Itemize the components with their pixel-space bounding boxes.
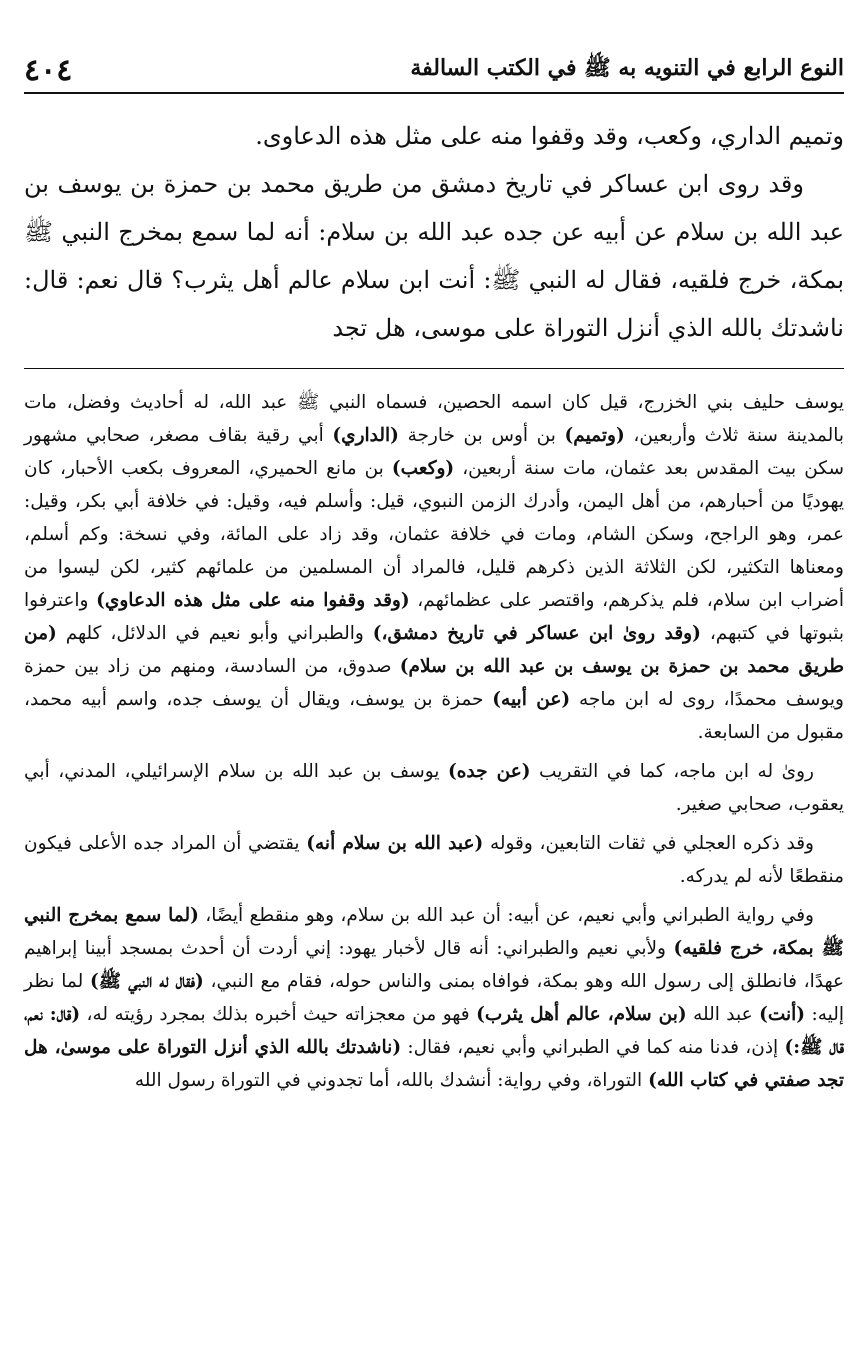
running-title: النوع الرابع في التنويه به ﷺ في الكتب السالفة <box>410 55 844 81</box>
quoted-phrase: (وكعب) <box>391 458 455 479</box>
quoted-phrase: (ناشدتك بالله الذي أنزل التوراة على موسىٰ، هل تجد صفتي في كتاب الله) <box>24 1037 844 1091</box>
commentary-text: يقتضي أن المراد جده الأعلى فيكون منقطعًا لأنه لم يدركه. <box>24 833 844 887</box>
commentary-text: أبي رقية بقاف مصغر، صحابي مشهور سكن بيت المقدس بعد عثمان، مات سنة أربعين، <box>24 425 844 479</box>
quoted-phrase: (من طريق محمد بن حمزة بن يوسف بن عبد الله بن سلام) <box>24 623 844 677</box>
page-header <box>24 48 844 94</box>
quoted-phrase: (عن أبيه) <box>492 689 571 710</box>
commentary-text: لما نظر إليه: <box>24 971 844 1025</box>
commentary-text: روىٰ له ابن ماجه، كما في التقريب <box>539 761 814 782</box>
commentary-text: إذن، فدنا منه كما في الطبراني وأبي نعيم، فقال: <box>407 1037 779 1058</box>
commentary-text: التوراة، وفي رواية: أنشدك بالله، أما تجدوني في التوراة رسول الله <box>134 1070 643 1091</box>
commentary <box>24 386 844 1103</box>
quoted-phrase: (وتميم) <box>564 425 625 446</box>
commentary-text: عبد الله <box>693 1004 753 1025</box>
commentary-text: وقد ذكره العجلي في ثقات التابعين، وقوله <box>489 833 814 854</box>
main-paragraph: وتميم الداري، وكعب، وقد وقفوا منه على مثل هذه الدعاوى. <box>255 122 844 150</box>
quoted-phrase: (قال: نعم، قال ﷺ:) <box>24 1004 844 1058</box>
quoted-phrase: (عن جده) <box>447 761 531 782</box>
quoted-phrase: (وقد وقفوا منه على مثل هذه الدعاوي) <box>96 590 410 611</box>
commentary-text: بن أوس بن خارجة <box>407 425 556 446</box>
quoted-phrase: (فقال له النبي ﷺ) <box>89 971 204 992</box>
quoted-phrase: (الداري) <box>332 425 399 446</box>
main-text <box>24 112 844 352</box>
commentary-text: واعترفوا بثبوتها في كتبهم، <box>24 590 844 644</box>
quoted-phrase: (وقد روىٰ ابن عساكر في تاريخ دمشق،) <box>372 623 701 644</box>
quoted-phrase: (بن سلام، عالم أهل يثرب) <box>476 1004 687 1025</box>
commentary-text: بن مانع الحميري، المعروف بكعب الأحبار، كان يهوديًا من أحبارهم، من أهل اليمن، وأدرك الزمن النبوي، قيل: وأسلم فيه، وقيل: في خلافة أبي بكر، وقيل: عمر، وهو الراجح، وسكن الشام، ومات في خلافة عثمان، وقد زاد على المائة، وفي نسخة: وكم أسلم، ومعناها التكثير، لكن الثلاثة الذين ذكرهم قليل، فالمراد أن المسلمين من علمائهم كثير، لكن ليسوا من أضراب ابن سلام، فلم يذكرهم، واقتصر على عظمائهم، <box>24 458 844 611</box>
commentary-paragraph <box>24 827 844 893</box>
commentary-paragraph <box>24 755 844 821</box>
commentary-text: يوسف حليف بني الخزرج، قيل كان اسمه الحصين، فسماه النبي ﷺ عبد الله، له أحاديث وفضل، مات بالمدينة سنة ثلاث وأربعين، <box>24 392 844 446</box>
footnote-divider <box>24 368 844 369</box>
main-paragraph: وقد روى ابن عساكر في تاريخ دمشق من طريق محمد بن حمزة بن يوسف بن عبد الله بن سلام عن أبيه عن جده عبد الله بن سلام: أنه لما سمع بمخرج النبي ﷺ بمكة، خرج فلقيه، فقال له النبي ﷺ: أنت ابن سلام عالم أهل يثرب؟ قال نعم: قال: ناشدتك بالله الذي أنزل التوراة على موسى، هل تجد <box>24 170 844 342</box>
commentary-text: وفي رواية الطبراني وأبي نعيم، عن أبيه: أن عبد الله بن سلام، وهو منقطع أيضًا، <box>205 905 814 926</box>
commentary-text: والطبراني وأبو نعيم في الدلائل، كلهم <box>65 623 364 644</box>
commentary-text: حمزة بن يوسف، ويقال أن يوسف جده، واسم أبيه محمد، مقبول من السابعة. <box>24 689 844 743</box>
page-number: ٤٠٤ <box>24 52 73 88</box>
quoted-phrase: (أنت) <box>759 1004 806 1025</box>
commentary-paragraph <box>24 899 844 1097</box>
commentary-text: صدوق، من السادسة، ومنهم من زاد بين حمزة ويوسف محمدًا، روى له ابن ماجه <box>24 656 844 710</box>
commentary-text: فهو من معجزاته حيث أخبره بذلك بمجرد رؤيته له، <box>86 1004 470 1025</box>
commentary-paragraph <box>24 386 844 749</box>
book-page <box>24 0 844 1364</box>
quoted-phrase: (عبد الله بن سلام أنه) <box>306 833 484 854</box>
quoted-phrase: (لما سمع بمخرج النبي ﷺ بمكة، خرج فلقيه) <box>24 905 844 959</box>
commentary-text: ولأبي نعيم والطبراني: أنه قال لأخبار يهود: إني أردت أن أحدث بمسجد أبينا إبراهيم عهدًا، فانطلق إلى رسول الله وهو بمكة، فوافاه بمنى والناس حوله، فقام مع النبي، <box>24 938 845 992</box>
commentary-text: يوسف بن عبد الله بن سلام الإسرائيلي، المدني، أبي يعقوب، صحابي صغير. <box>24 761 844 815</box>
